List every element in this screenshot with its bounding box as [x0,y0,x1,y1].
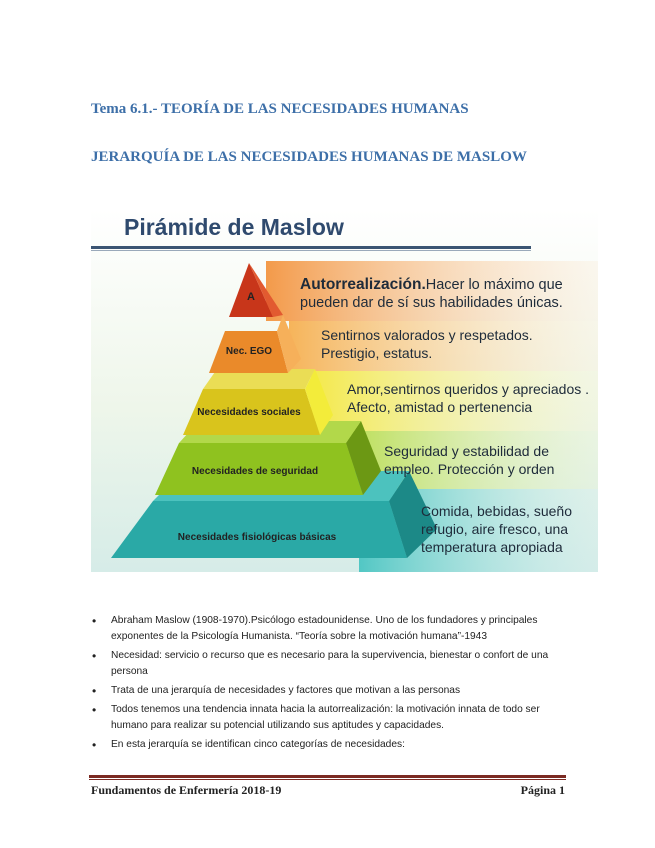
bullet-item: • En esta jerarquía se identifican cinco categorías de necesidades: [91,737,571,753]
footer-page-number: Página 1 [520,783,565,797]
level-3-desc-line-2: Afecto, amistad o pertenencia [347,399,533,415]
figure-title: Pirámide de Maslow [124,214,344,240]
tier-5-label: Necesidades fisiológicas básicas [177,532,337,543]
tier-5-front [111,501,407,558]
level-1-desc-line-2: pueden dar de sí sus habilidades únicas. [300,295,563,311]
level-5-desc-line-3: temperatura apropiada [421,539,563,555]
footer-rule-thin [89,779,566,780]
bullet-item: • Todos tenemos una tendencia innata hacia la autorrealización: la motivación innata de todo ser humano para realizar su potencial utilizando sus aptitudes y capacidades. [91,702,571,734]
footer-rule [89,775,566,778]
level-1-desc-bold: Autorrealización. [300,276,426,293]
bullet-item: • Necesidad: servicio o recurso que es necesario para la supervivencia, bienestar o confort de una persona [91,648,571,680]
section-subtitle: JERARQUÍA DE LAS NECESIDADES HUMANAS DE MASLOW [91,149,527,165]
level-5-desc-line-1: Comida, bebidas, sueño [421,503,572,519]
level-1-description [300,276,563,293]
level-5-desc-line-2: refugio, aire fresco, una [421,521,569,537]
tier-2-label: Nec. EGO [225,346,273,357]
tier-4-label: Necesidades de seguridad [191,466,319,477]
bullet-item: • Abraham Maslow (1908-1970).Psicólogo estadounidense. Uno de los fundadores y principales exponentes de la Psicología Humanista. “Teoría sobre la motivación humana”-1943 [91,613,571,645]
level-2-desc-line-2: Prestigio, estatus. [321,345,433,361]
footer-course: Fundamentos de Enfermería 2018-19 [91,783,282,797]
level-2-desc-line-1: Sentirnos valorados y respetados. [321,327,533,343]
level-3-desc-line-1: Amor,sentirnos queridos y apreciados . [347,381,590,397]
title-underline [91,246,531,249]
tier-3-label: Necesidades sociales [197,407,301,418]
bullet-list [91,613,571,756]
level-4-desc-line-1: Seguridad y estabilidad de [384,443,550,459]
maslow-pyramid-figure [91,209,598,572]
bullet-item: • Trata de una jerarquía de necesidades y factores que motivan a las personas [91,683,571,699]
level-1-desc-line-1: Hacer lo máximo que [425,277,563,293]
level-4-desc-line-2: empleo. Protección y orden [384,461,555,477]
title-underline-thin [91,250,531,251]
topic-heading: Tema 6.1.- TEORÍA DE LAS NECESIDADES HUMANAS [91,101,469,117]
tier-1-label: A [247,291,255,303]
